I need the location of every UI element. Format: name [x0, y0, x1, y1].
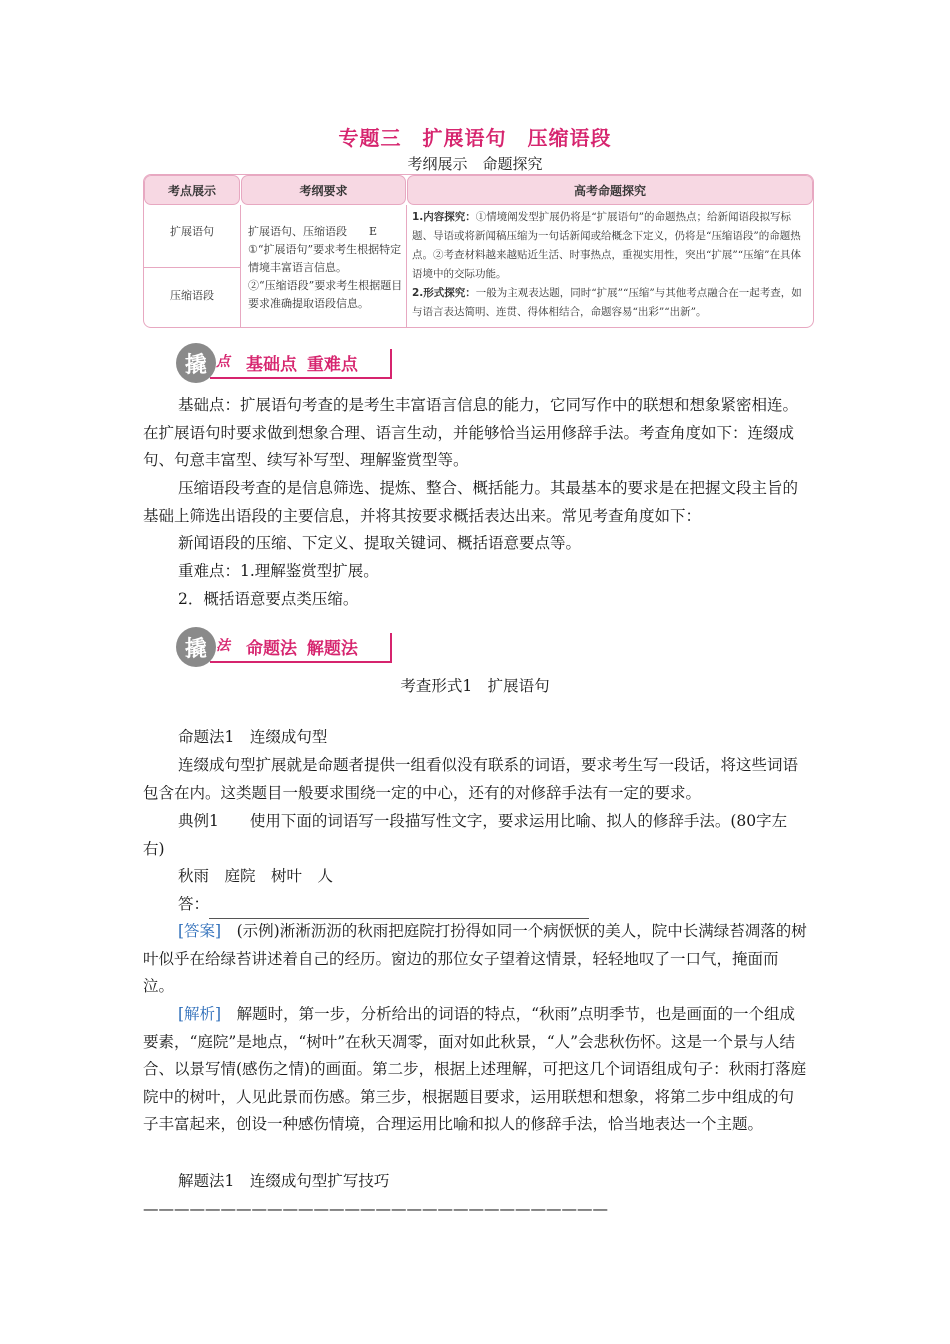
- solution-heading: 解题法1 连缀成句型扩写技巧 ——————————————————————————————: [143, 1172, 608, 1218]
- answer-prefix: 答：: [178, 895, 210, 913]
- section-border: [390, 349, 392, 379]
- table-divider: [240, 205, 241, 327]
- table-cell-point-expand: 扩展语句: [170, 225, 214, 238]
- page-subtitle: 考纲展示 命题探究: [407, 155, 543, 173]
- inquiry-form-text: 一般为主观表达题，同时“扩展”“压缩”与其他考点融合在一起考查，如与语言表达简明、连贯、得体相结合，命题容易“出彩”“出新”。: [412, 287, 802, 318]
- analysis-text: 解题时，第一步，分析给出的词语的特点，“秋雨”点明季节，也是画面的一个组成要素，“庭院”是地点，“树叶”在秋天凋零，面对如此秋景，“人”会悲秋伤怀。这是一个景与人结合、以景写情(感伤之情)的画面。第二步，根据上述理解，可把这几个词语组成句子：秋雨打落庭院中的树叶，人见此景而伤感。第三步，根据题目要求，运用联想和想象，将第二步中组成的句子丰富起来，创设一种感伤情境，合理运用比喻和拟人的修辞手法，恰当地表达一个主题。: [143, 1005, 807, 1134]
- section-banner-methods: [176, 627, 392, 667]
- paragraph-compress-angles: 新闻语段的压缩、下定义、提取关键词、概括语意要点等。: [178, 534, 582, 552]
- answer-tag: [答案]: [178, 922, 222, 940]
- example-question: 典例1 使用下面的词语写一段描写性文字，要求运用比喻、拟人的修辞手法。(80字左右): [143, 812, 788, 858]
- table-header-inquiry: 高考命题探究: [407, 175, 813, 205]
- section-underline: [210, 661, 392, 663]
- section-border: [390, 633, 392, 663]
- page-title: 专题三 扩展语句 压缩语段: [338, 126, 612, 150]
- table-divider: [144, 267, 240, 268]
- paragraph-difficulty-2: 2．概括语意要点类压缩。: [178, 590, 359, 608]
- exam-form-heading: 考查形式1 扩展语句: [400, 677, 550, 695]
- answer-paragraph: [143, 918, 807, 1001]
- section-badge-icon: 撬: [176, 343, 216, 383]
- paragraph-compress: 压缩语段考查的是信息筛选、提炼、整合、概括能力。其最基本的要求是在把握文段主旨的基础上筛选出语段的主要信息，并将其按要求概括表达出来。常见考查角度如下：: [143, 479, 799, 525]
- paragraph-method-desc: 连缀成句型扩展就是命题者提供一组看似没有联系的词语，要求考生写一段话，将这些词语包含在内。这类题目一般要求围绕一定的中心，还有的对修辞手法有一定的要求。: [143, 756, 799, 802]
- answer-text: (示例)淅淅沥沥的秋雨把庭院打扮得如同一个病恹恹的美人，院中长满绿苔凋落的树叶似乎在给绿苔讲述着自己的经历。窗边的那位女子望着这情景，轻轻地叹了一口气，掩面而泣。: [143, 922, 807, 996]
- table-cell-inquiry: [412, 208, 810, 322]
- example-words: 秋雨 庭院 树叶 人: [178, 867, 334, 885]
- section-banner-basics: [176, 343, 392, 383]
- inquiry-form-label: 2.形式探究：: [412, 287, 476, 299]
- answer-line-row: [143, 891, 807, 919]
- method-heading: 命题法1 连缀成句型: [178, 728, 328, 746]
- section-underline: [210, 377, 392, 379]
- section-badge-icon: 撬: [176, 627, 216, 667]
- paragraph-difficulty: 重难点：1.理解鉴赏型扩展。: [178, 562, 379, 580]
- table-header-points: 考点展示: [144, 175, 240, 205]
- inquiry-content-text: ①情境阐发型扩展仍将是“扩展语句”的命题热点；给新闻语段拟写标题、导语或将新闻稿压缩为一句话新闻或给概念下定义，仍将是“压缩语段”的命题热点。②考查材料越来越贴近生活、时事热点，重视实用性，突出“扩展”“压缩”在具体语境中的交际功能。: [412, 211, 801, 280]
- section-badge-suffix: 点: [216, 354, 230, 370]
- analysis-tag: [解析]: [178, 1005, 222, 1023]
- analysis-paragraph: [143, 1001, 807, 1139]
- inquiry-content-label: 1.内容探究：: [412, 211, 476, 223]
- section-title: 命题法 解题法: [246, 639, 358, 659]
- section-badge-suffix: 法: [216, 638, 230, 654]
- paragraph-basics: 基础点：扩展语句考查的是考生丰富语言信息的能力，它同写作中的联想和想象紧密相连。在扩展语句时要求做到想象合理、语言生动，并能够恰当运用修辞手法。考查角度如下：连缀成句、句意丰富型、续写补写型、理解鉴赏型等。: [143, 396, 799, 470]
- table-cell-point-compress: 压缩语段: [170, 289, 214, 302]
- answer-blank: [209, 902, 589, 919]
- syllabus-table: [143, 174, 814, 328]
- table-header-requirements: 考纲要求: [241, 175, 406, 205]
- table-cell-requirements: 扩展语句、压缩语段 E ①“扩展语句”要求考生根据特定情境丰富语言信息。 ②“压缩语段”要求考生根据题目要求准确提取语段信息。: [248, 225, 403, 310]
- section-title: 基础点 重难点: [246, 355, 358, 375]
